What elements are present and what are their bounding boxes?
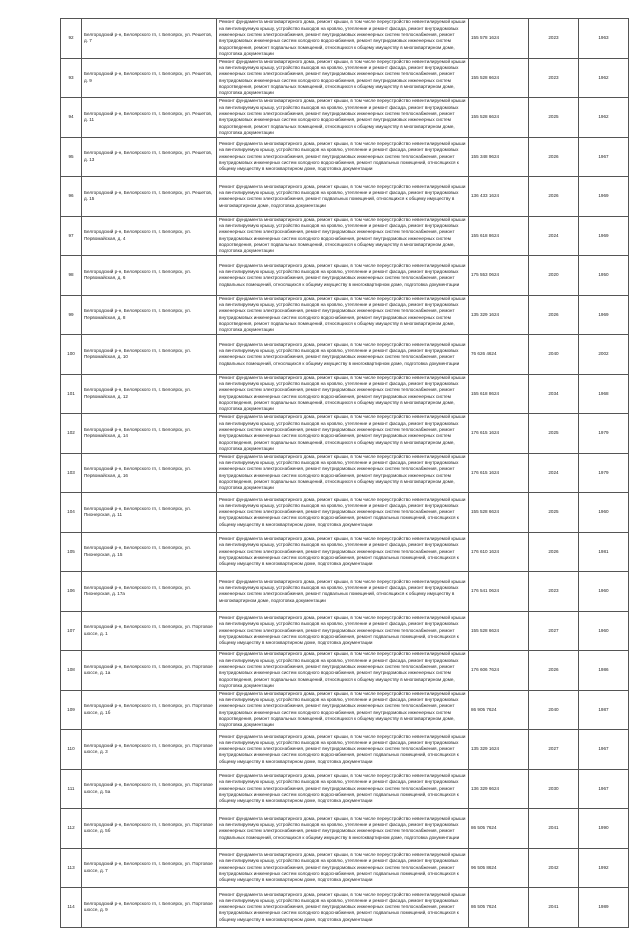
repair-year-cell: 2020 (529, 256, 579, 296)
address-cell: Белгородский р-н, Белоярского гп, г. Белоярск, ул. Первомайская, д. 12 (82, 374, 217, 414)
works-cell: Ремонт фундамента многоквартирного дома, ремонт крыши, в том числе переустройство невентилируемой крыши на вентилируемую крышу, устройство выходов на кровлю, утепление и ремонт фасада, ремонт внутридомовых инженерных систем электроснабжения, ремонт внутридомовых инженерных систем теплоснабжения, ремонт внутридомовых инженерных систем холодного водоснабжения, ремонт внутридомовых инженерных систем водоотведения, ремонт подвальных помещений, относящихся к общему имуществу в многоквартирном доме, подготовка документации (217, 690, 469, 730)
repair-year-cell: 2024 (529, 453, 579, 493)
cost-cell: 155 578 1624 (469, 19, 529, 59)
table-row (61, 137, 629, 177)
address-cell: Белгородский р-н, Белоярского гп, г. Белоярск, ул. Пионерская, д. 15 (82, 532, 217, 572)
works-cell: Ремонт фундамента многоквартирного дома, ремонт крыши, в том числе переустройство невентилируемой крыши на вентилируемую крышу, устройство выходов на кровлю, утепление и ремонт фасада, ремонт внутридомовых инженерных систем электроснабжения, ремонт внутридомовых инженерных систем теплоснабжения, ремонт подвальных помещений, относящихся к общему имуществу в многоквартирном доме, подготовка документации (217, 335, 469, 375)
row-number: 114 (61, 888, 82, 928)
row-number: 108 (61, 651, 82, 691)
repair-year-cell: 2023 (529, 19, 579, 59)
cost-cell: 176 615 1624 (469, 414, 529, 454)
build-year-cell: 1979 (579, 414, 629, 454)
works-cell: Ремонт фундамента многоквартирного дома, ремонт крыши, в том числе переустройство невентилируемой крыши на вентилируемую крышу, устройство выходов на кровлю, утепление и ремонт фасада, ремонт внутридомовых инженерных систем электроснабжения, ремонт внутридомовых инженерных систем теплоснабжения, ремонт подвальных помещений, относящихся к общему имуществу в многоквартирном доме, подготовка документации (217, 809, 469, 849)
repair-year-cell: 2041 (529, 888, 579, 928)
row-number: 95 (61, 137, 82, 177)
table-row (61, 611, 629, 651)
works-cell: Ремонт фундамента многоквартирного дома, ремонт крыши, в том числе переустройство невентилируемой крыши на вентилируемую крышу, устройство выходов на кровлю, утепление и ремонт фасада, ремонт внутридомовых инженерных систем электроснабжения, ремонт внутридомовых инженерных систем теплоснабжения, ремонт внутридомовых инженерных систем холодного водоснабжения, ремонт подвальных помещений, относящихся к общему имуществу в многоквартирном доме, подготовка документации (217, 611, 469, 651)
table-row (61, 414, 629, 454)
build-year-cell: 1992 (579, 848, 629, 888)
address-cell: Белгородский р-н, Белоярского гп, г. Белоярск, ул. Решетов, д. 9 (82, 58, 217, 98)
cost-cell: 86 905 7624 (469, 690, 529, 730)
table-row (61, 98, 629, 138)
table-row (61, 809, 629, 849)
cost-cell: 86 505 7624 (469, 888, 529, 928)
row-number: 109 (61, 690, 82, 730)
table-row (61, 374, 629, 414)
address-cell: Белгородский р-н, Белоярского гп, г. Белоярск, ул. Пионерская, д. 17а (82, 572, 217, 612)
address-cell: Белгородский р-н, Белоярского гп, г. Белоярск, ул. Решетов, д. 13 (82, 137, 217, 177)
address-cell: Белгородский р-н, Белоярского гп, г. Белоярск, ул. Портовое шоссе, д. 5б (82, 809, 217, 849)
row-number: 101 (61, 374, 82, 414)
cost-cell: 175 553 0624 (469, 256, 529, 296)
table-row (61, 532, 629, 572)
table-row (61, 730, 629, 770)
repair-year-cell: 2024 (529, 216, 579, 256)
repair-year-cell: 2026 (529, 651, 579, 691)
build-year-cell: 1967 (579, 769, 629, 809)
address-cell: Белгородский р-н, Белоярского гп, г. Белоярск, ул. Портовое шоссе, д. 1б (82, 690, 217, 730)
table-row (61, 177, 629, 217)
cost-cell: 155 528 6624 (469, 98, 529, 138)
build-year-cell: 1950 (579, 256, 629, 296)
build-year-cell: 2002 (579, 335, 629, 375)
repair-year-cell: 2025 (529, 493, 579, 533)
build-year-cell: 1960 (579, 493, 629, 533)
build-year-cell: 1960 (579, 572, 629, 612)
row-number: 97 (61, 216, 82, 256)
repair-year-cell: 2040 (529, 690, 579, 730)
table-row (61, 769, 629, 809)
cost-cell: 155 618 8624 (469, 216, 529, 256)
capital-repair-table (60, 18, 629, 928)
row-number: 106 (61, 572, 82, 612)
repair-year-cell: 2026 (529, 295, 579, 335)
row-number: 110 (61, 730, 82, 770)
row-number: 100 (61, 335, 82, 375)
works-cell: Ремонт фундамента многоквартирного дома, ремонт крыши, в том числе переустройство невентилируемой крыши на вентилируемую крышу, устройство выходов на кровлю, утепление и ремонт фасада, ремонт внутридомовых инженерных систем электроснабжения, ремонт внутридомовых инженерных систем теплоснабжения, ремонт внутридомовых инженерных систем холодного водоснабжения, ремонт внутридомовых инженерных систем водоотведения, ремонт подвальных помещений, относящихся к общему имуществу в многоквартирном доме, подготовка документации (217, 58, 469, 98)
cost-cell: 155 348 9624 (469, 137, 529, 177)
repair-year-cell: 2025 (529, 414, 579, 454)
works-cell: Ремонт фундамента многоквартирного дома, ремонт крыши, в том числе переустройство невентилируемой крыши на вентилируемую крышу, устройство выходов на кровлю, утепление и ремонт фасада, ремонт внутридомовых инженерных систем электроснабжения, ремонт внутридомовых инженерных систем теплоснабжения, ремонт внутридомовых инженерных систем холодного водоснабжения, ремонт внутридомовых инженерных систем водоотведения, ремонт подвальных помещений, относящихся к общему имуществу в многоквартирном доме, подготовка документации (217, 453, 469, 493)
works-cell: Ремонт фундамента многоквартирного дома, ремонт крыши, в том числе переустройство невентилируемой крыши на вентилируемую крышу, устройство выходов на кровлю, утепление и ремонт фасада, ремонт внутридомовых инженерных систем электроснабжения, ремонт подвальных помещений, относящихся к общему имуществу в многоквартирном доме, подготовка документации (217, 572, 469, 612)
build-year-cell: 1986 (579, 651, 629, 691)
works-cell: Ремонт фундамента многоквартирного дома, ремонт крыши, в том числе переустройство невентилируемой крыши на вентилируемую крышу, устройство выходов на кровлю, утепление и ремонт фасада, ремонт внутридомовых инженерных систем электроснабжения, ремонт внутридомовых инженерных систем теплоснабжения, ремонт внутридомовых инженерных систем холодного водоснабжения, ремонт подвальных помещений, относящихся к общему имуществу в многоквартирном доме, подготовка документации (217, 769, 469, 809)
works-cell: Ремонт фундамента многоквартирного дома, ремонт крыши, в том числе переустройство невентилируемой крыши на вентилируемую крышу, устройство выходов на кровлю, утепление и ремонт фасада, ремонт внутридомовых инженерных систем электроснабжения, ремонт внутридомовых инженерных систем теплоснабжения, ремонт внутридомовых инженерных систем холодного водоснабжения, ремонт подвальных помещений, относящихся к общему имуществу в многоквартирном доме, подготовка документации (217, 137, 469, 177)
works-cell: Ремонт фундамента многоквартирного дома, ремонт крыши, в том числе переустройство невентилируемой крыши на вентилируемую крышу, устройство выходов на кровлю, утепление и ремонт фасада, ремонт внутридомовых инженерных систем электроснабжения, ремонт внутридомовых инженерных систем теплоснабжения, ремонт внутридомовых инженерных систем холодного водоснабжения, ремонт подвальных помещений, относящихся к общему имуществу в многоквартирном доме, подготовка документации (217, 888, 469, 928)
row-number: 111 (61, 769, 82, 809)
repair-year-cell: 2027 (529, 730, 579, 770)
build-year-cell: 1987 (579, 690, 629, 730)
cost-cell: 176 610 1624 (469, 532, 529, 572)
address-cell: Белгородский р-н, Белоярского гп, г. Белоярск, ул. Портовое шоссе, д. 1 (82, 611, 217, 651)
repair-year-cell: 2026 (529, 532, 579, 572)
address-cell: Белгородский р-н, Белоярского гп, г. Белоярск, ул. Первомайская, д. 6 (82, 256, 217, 296)
works-cell: Ремонт фундамента многоквартирного дома, ремонт крыши, в том числе переустройство невентилируемой крыши на вентилируемую крышу, устройство выходов на кровлю, утепление и ремонт фасада, ремонт внутридомовых инженерных систем электроснабжения, ремонт внутридомовых инженерных систем теплоснабжения, ремонт внутридомовых инженерных систем холодного водоснабжения, ремонт подвальных помещений, относящихся к общему имуществу в многоквартирном доме, подготовка документации (217, 848, 469, 888)
cost-cell: 136 329 6624 (469, 769, 529, 809)
build-year-cell: 1967 (579, 730, 629, 770)
cost-cell: 155 528 6624 (469, 58, 529, 98)
repair-year-cell: 2026 (529, 177, 579, 217)
address-cell: Белгородский р-н, Белоярского гп, г. Белоярск, ул. Первомайская, д. 8 (82, 295, 217, 335)
cost-cell: 86 505 7624 (469, 809, 529, 849)
table-row (61, 216, 629, 256)
table-row (61, 58, 629, 98)
cost-cell: 96 505 8624 (469, 848, 529, 888)
table-row (61, 453, 629, 493)
cost-cell: 176 615 1624 (469, 453, 529, 493)
table-row (61, 651, 629, 691)
repair-year-cell: 2026 (529, 137, 579, 177)
repair-year-cell: 2030 (529, 769, 579, 809)
cost-cell: 76 626 4624 (469, 335, 529, 375)
cost-cell: 135 329 1624 (469, 295, 529, 335)
table-row (61, 335, 629, 375)
works-cell: Ремонт фундамента многоквартирного дома, ремонт крыши, в том числе переустройство невентилируемой крыши на вентилируемую крышу, устройство выходов на кровлю, утепление и ремонт фасада, ремонт внутридомовых инженерных систем электроснабжения, ремонт внутридомовых инженерных систем теплоснабжения, ремонт внутридомовых инженерных систем холодного водоснабжения, ремонт внутридомовых инженерных систем водоотведения, ремонт подвальных помещений, относящихся к общему имуществу в многоквартирном доме, подготовка документации (217, 651, 469, 691)
row-number: 103 (61, 453, 82, 493)
table-row (61, 256, 629, 296)
row-number: 98 (61, 256, 82, 296)
cost-cell: 136 433 1624 (469, 177, 529, 217)
works-cell: Ремонт фундамента многоквартирного дома, ремонт крыши, в том числе переустройство невентилируемой крыши на вентилируемую крышу, устройство выходов на кровлю, утепление и ремонт фасада, ремонт внутридомовых инженерных систем электроснабжения, ремонт внутридомовых инженерных систем теплоснабжения, ремонт внутридомовых инженерных систем холодного водоснабжения, ремонт подвальных помещений, относящихся к общему имуществу в многоквартирном доме, подготовка документации (217, 493, 469, 533)
row-number: 112 (61, 809, 82, 849)
works-cell: Ремонт фундамента многоквартирного дома, ремонт крыши, в том числе переустройство невентилируемой крыши на вентилируемую крышу, устройство выходов на кровлю, утепление и ремонт фасада, ремонт внутридомовых инженерных систем электроснабжения, ремонт внутридомовых инженерных систем теплоснабжения, ремонт внутридомовых инженерных систем холодного водоснабжения, ремонт подвальных помещений, относящихся к общему имуществу в многоквартирном доме, подготовка документации (217, 730, 469, 770)
row-number: 107 (61, 611, 82, 651)
repair-year-cell: 2027 (529, 611, 579, 651)
address-cell: Белгородский р-н, Белоярского гп, г. Белоярск, ул. Портовое шоссе, д. 1а (82, 651, 217, 691)
address-cell: Белгородский р-н, Белоярского гп, г. Белоярск, ул. Первомайская, д. 16 (82, 453, 217, 493)
build-year-cell: 1967 (579, 137, 629, 177)
table-row (61, 493, 629, 533)
cost-cell: 135 329 1624 (469, 730, 529, 770)
table-row (61, 19, 629, 59)
address-cell: Белгородский р-н, Белоярского гп, г. Белоярск, ул. Первомайская, д. 14 (82, 414, 217, 454)
address-cell: Белгородский р-н, Белоярского гп, г. Белоярск, ул. Портовое шоссе, д. 5а (82, 769, 217, 809)
address-cell: Белгородский р-н, Белоярского гп, г. Белоярск, ул. Решетов, д. 15 (82, 177, 217, 217)
build-year-cell: 1969 (579, 295, 629, 335)
address-cell: Белгородский р-н, Белоярского гп, г. Белоярск, ул. Первомайская, д. 10 (82, 335, 217, 375)
works-cell: Ремонт фундамента многоквартирного дома, ремонт крыши, в том числе переустройство невентилируемой крыши на вентилируемую крышу, устройство выходов на кровлю, утепление и ремонт фасада, ремонт внутридомовых инженерных систем электроснабжения, ремонт внутридомовых инженерных систем теплоснабжения, ремонт внутридомовых инженерных систем холодного водоснабжения, ремонт внутридомовых инженерных систем водоотведения, ремонт подвальных помещений, относящихся к общему имуществу в многоквартирном доме, подготовка документации (217, 374, 469, 414)
row-number: 113 (61, 848, 82, 888)
build-year-cell: 1979 (579, 453, 629, 493)
repair-year-cell: 2042 (529, 848, 579, 888)
table-body (61, 19, 629, 928)
build-year-cell: 1962 (579, 98, 629, 138)
table-row (61, 572, 629, 612)
works-cell: Ремонт фундамента многоквартирного дома, ремонт крыши, в том числе переустройство невентилируемой крыши на вентилируемую крышу, устройство выходов на кровлю, утепление и ремонт фасада, ремонт внутридомовых инженерных систем электроснабжения, ремонт внутридомовых инженерных систем теплоснабжения, ремонт подвальных помещений, относящихся к общему имуществу в многоквартирном доме, подготовка документации (217, 256, 469, 296)
repair-year-cell: 2025 (529, 98, 579, 138)
table-row (61, 690, 629, 730)
build-year-cell: 1990 (579, 809, 629, 849)
build-year-cell: 1962 (579, 58, 629, 98)
table-row (61, 888, 629, 928)
row-number: 93 (61, 58, 82, 98)
build-year-cell: 1981 (579, 532, 629, 572)
repair-year-cell: 2041 (529, 809, 579, 849)
works-cell: Ремонт фундамента многоквартирного дома, ремонт крыши, в том числе переустройство невентилируемой крыши на вентилируемую крышу, устройство выходов на кровлю, утепление и ремонт фасада, ремонт внутридомовых инженерных систем электроснабжения, ремонт внутридомовых инженерных систем теплоснабжения, ремонт внутридомовых инженерных систем холодного водоснабжения, ремонт внутридомовых инженерных систем водоотведения, ремонт подвальных помещений, относящихся к общему имуществу в многоквартирном доме, подготовка документации (217, 295, 469, 335)
repair-year-cell: 2023 (529, 572, 579, 612)
row-number: 105 (61, 532, 82, 572)
build-year-cell: 1960 (579, 611, 629, 651)
works-cell: Ремонт фундамента многоквартирного дома, ремонт крыши, в том числе переустройство невентилируемой крыши на вентилируемую крышу, устройство выходов на кровлю, утепление и ремонт фасада, ремонт внутридомовых инженерных систем электроснабжения, ремонт внутридомовых инженерных систем теплоснабжения, ремонт внутридомовых инженерных систем холодного водоснабжения, ремонт внутридомовых инженерных систем водоотведения, ремонт подвальных помещений, относящихся к общему имуществу в многоквартирном доме, подготовка документации (217, 216, 469, 256)
cost-cell: 176 606 7624 (469, 651, 529, 691)
address-cell: Белгородский р-н, Белоярского гп, г. Белоярск, ул. Портовое шоссе, д. 7 (82, 848, 217, 888)
address-cell: Белгородский р-н, Белоярского гп, г. Белоярск, ул. Решетов, д. 11 (82, 98, 217, 138)
works-cell: Ремонт фундамента многоквартирного дома, ремонт крыши, в том числе переустройство невентилируемой крыши на вентилируемую крышу, устройство выходов на кровлю, утепление и ремонт фасада, ремонт внутридомовых инженерных систем электроснабжения, ремонт внутридомовых инженерных систем теплоснабжения, ремонт внутридомовых инженерных систем холодного водоснабжения, ремонт подвальных помещений, относящихся к общему имуществу в многоквартирном доме, подготовка документации (217, 532, 469, 572)
row-number: 104 (61, 493, 82, 533)
repair-year-cell: 2023 (529, 58, 579, 98)
build-year-cell: 1963 (579, 19, 629, 59)
row-number: 102 (61, 414, 82, 454)
build-year-cell: 1968 (579, 374, 629, 414)
works-cell: Ремонт фундамента многоквартирного дома, ремонт крыши, в том числе переустройство невентилируемой крыши на вентилируемую крышу, устройство выходов на кровлю, утепление и ремонт фасада, ремонт внутридомовых инженерных систем электроснабжения, ремонт подвальных помещений, относящихся к общему имуществу в многоквартирном доме, подготовка документации (217, 177, 469, 217)
repair-year-cell: 2034 (529, 374, 579, 414)
row-number: 96 (61, 177, 82, 217)
build-year-cell: 1989 (579, 888, 629, 928)
repair-year-cell: 2040 (529, 335, 579, 375)
row-number: 92 (61, 19, 82, 59)
cost-cell: 176 541 0624 (469, 572, 529, 612)
works-cell: Ремонт фундамента многоквартирного дома, ремонт крыши, в том числе переустройство невентилируемой крыши на вентилируемую крышу, устройство выходов на кровлю, утепление и ремонт фасада, ремонт внутридомовых инженерных систем электроснабжения, ремонт внутридомовых инженерных систем теплоснабжения, ремонт внутридомовых инженерных систем холодного водоснабжения, ремонт внутридомовых инженерных систем водоотведения, ремонт подвальных помещений, относящихся к общему имуществу в многоквартирном доме, подготовка документации (217, 19, 469, 59)
table-row (61, 295, 629, 335)
address-cell: Белгородский р-н, Белоярского гп, г. Белоярск, ул. Портовое шоссе, д. 9 (82, 888, 217, 928)
build-year-cell: 1969 (579, 216, 629, 256)
address-cell: Белгородский р-н, Белоярского гп, г. Белоярск, ул. Первомайская, д. 4 (82, 216, 217, 256)
works-cell: Ремонт фундамента многоквартирного дома, ремонт крыши, в том числе переустройство невентилируемой крыши на вентилируемую крышу, устройство выходов на кровлю, утепление и ремонт фасада, ремонт внутридомовых инженерных систем электроснабжения, ремонт внутридомовых инженерных систем теплоснабжения, ремонт внутридомовых инженерных систем холодного водоснабжения, ремонт внутридомовых инженерных систем водоотведения, ремонт подвальных помещений, относящихся к общему имуществу в многоквартирном доме, подготовка документации (217, 414, 469, 454)
row-number: 94 (61, 98, 82, 138)
cost-cell: 155 528 6624 (469, 611, 529, 651)
cost-cell: 155 528 6624 (469, 493, 529, 533)
table-row (61, 848, 629, 888)
works-cell: Ремонт фундамента многоквартирного дома, ремонт крыши, в том числе переустройство невентилируемой крыши на вентилируемую крышу, устройство выходов на кровлю, утепление и ремонт фасада, ремонт внутридомовых инженерных систем электроснабжения, ремонт внутридомовых инженерных систем теплоснабжения, ремонт внутридомовых инженерных систем холодного водоснабжения, ремонт внутридомовых инженерных систем водоотведения, ремонт подвальных помещений, относящихся к общему имуществу в многоквартирном доме, подготовка документации (217, 98, 469, 138)
address-cell: Белгородский р-н, Белоярского гп, г. Белоярск, ул. Решетов, д. 7 (82, 19, 217, 59)
row-number: 99 (61, 295, 82, 335)
cost-cell: 155 618 8624 (469, 374, 529, 414)
address-cell: Белгородский р-н, Белоярского гп, г. Белоярск, ул. Пионерская, д. 11 (82, 493, 217, 533)
build-year-cell: 1969 (579, 177, 629, 217)
address-cell: Белгородский р-н, Белоярского гп, г. Белоярск, ул. Портовое шоссе, д. 3 (82, 730, 217, 770)
